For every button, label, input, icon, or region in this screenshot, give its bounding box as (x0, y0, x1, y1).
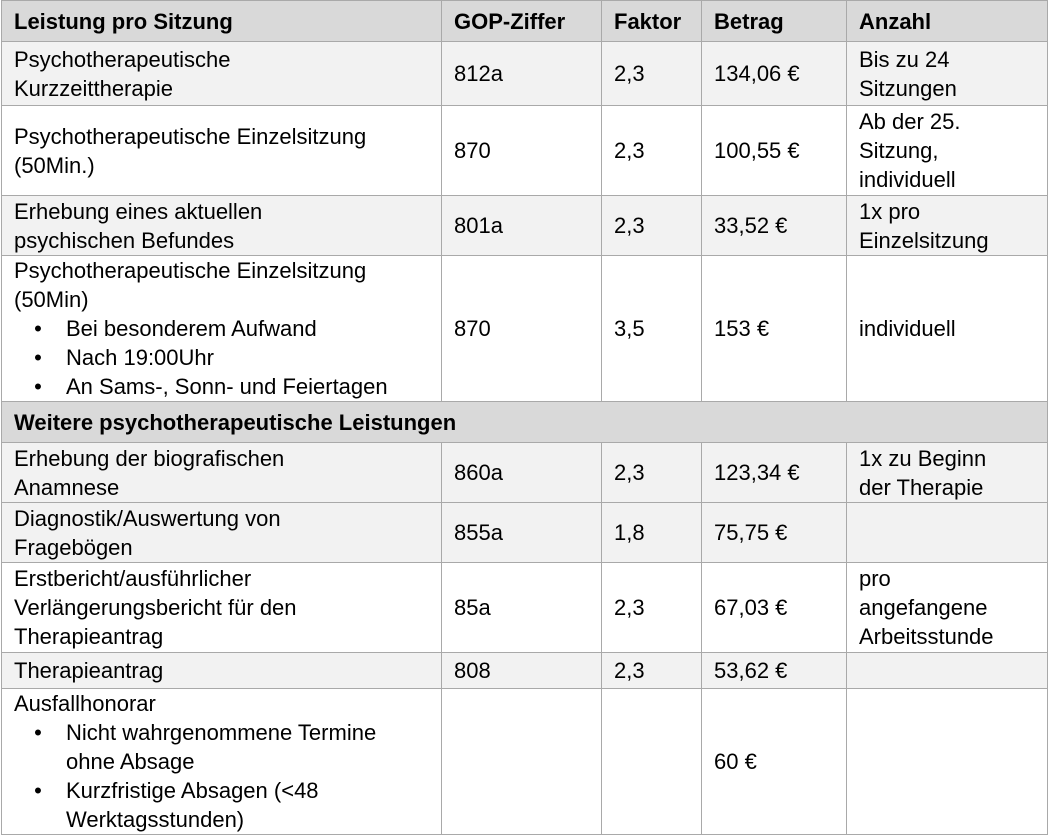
anzahl-line: Bis zu 24 (859, 46, 950, 72)
table-row (2, 256, 1048, 402)
anzahl-line: Sitzungen (859, 75, 957, 101)
cell-gop: 870 (442, 256, 602, 402)
cell-leistung (2, 106, 442, 196)
leistung-line: Kurzzeittherapie (14, 75, 173, 101)
table-row (2, 106, 1048, 196)
cell-gop: 860a (442, 443, 602, 503)
anzahl-line: pro (859, 566, 891, 591)
leistung-line: Psychotherapeutische Einzelsitzung (14, 123, 367, 149)
leistung-line: Erhebung der biografischen (14, 445, 285, 471)
header-anzahl: Anzahl (847, 1, 1048, 42)
cell-betrag: 53,62 € (702, 653, 847, 689)
leistung-line: Erstbericht/ausführlicher (14, 566, 252, 591)
cell-faktor: 2,3 (602, 563, 702, 653)
cell-leistung (2, 503, 442, 563)
cell-gop: 801a (442, 196, 602, 256)
anzahl-line: angefangene (859, 595, 988, 620)
bullet-text: ohne Absage (66, 749, 195, 774)
cell-betrag: 134,06 € (702, 42, 847, 106)
bullet-icon: • (34, 720, 42, 745)
cell-leistung (2, 42, 442, 106)
bullet-text: Bei besonderem Aufwand (66, 316, 317, 341)
header-gop: GOP-Ziffer (442, 1, 602, 42)
cell-faktor: 2,3 (602, 653, 702, 689)
leistung-line: Therapieantrag (14, 658, 164, 683)
bullet-text: Nicht wahrgenommene Termine (66, 720, 377, 745)
bullet-text: Nach 19:00Uhr (66, 345, 214, 370)
cell-gop: 855a (442, 503, 602, 563)
leistung-line: Anamnese (14, 474, 120, 500)
cell-faktor: 3,5 (602, 256, 702, 402)
leistung-line: Erhebung eines aktuellen (14, 198, 263, 224)
cell-anzahl (847, 653, 1048, 689)
leistung-line: Therapieantrag (14, 624, 164, 649)
table-row (2, 443, 1048, 503)
bullet-item (34, 776, 429, 834)
bullet-list (14, 718, 429, 834)
bullet-item (34, 343, 429, 372)
cell-faktor: 2,3 (602, 196, 702, 256)
anzahl-line: 1x zu Beginn (859, 445, 987, 471)
anzahl-line: individuell (859, 167, 956, 192)
anzahl-line: Arbeitsstunde (859, 624, 994, 649)
cell-faktor: 2,3 (602, 443, 702, 503)
table-row (2, 42, 1048, 106)
cell-betrag: 33,52 € (702, 196, 847, 256)
cell-betrag: 67,03 € (702, 563, 847, 653)
table-row (2, 689, 1048, 835)
header-betrag: Betrag (702, 1, 847, 42)
leistung-line: Verlängerungsbericht für den (14, 595, 297, 620)
cell-anzahl: individuell (847, 256, 1048, 402)
cell-betrag: 60 € (702, 689, 847, 835)
cell-anzahl (847, 42, 1048, 106)
header-leistung: Leistung pro Sitzung (2, 1, 442, 42)
bullet-icon: • (34, 374, 42, 399)
anzahl-line: Ab der 25. (859, 109, 961, 134)
cell-leistung (2, 196, 442, 256)
cell-anzahl (847, 106, 1048, 196)
leistung-line: Diagnostik/Auswertung von (14, 505, 281, 531)
bullet-item (34, 314, 429, 343)
cell-anzahl (847, 196, 1048, 256)
cell-leistung (2, 653, 442, 689)
bullet-text: Kurzfristige Absagen (<48 (66, 778, 319, 803)
bullet-item (34, 718, 429, 776)
anzahl-line: 1x pro (859, 198, 921, 224)
cell-gop: 870 (442, 106, 602, 196)
table-row (2, 196, 1048, 256)
bullet-list (14, 314, 429, 401)
anzahl-line: Sitzung, (859, 138, 939, 163)
leistung-line: (50Min) (14, 287, 89, 312)
bullet-icon: • (34, 345, 42, 370)
table-row (2, 563, 1048, 653)
cell-gop: 85a (442, 563, 602, 653)
table-row (2, 653, 1048, 689)
cell-anzahl (847, 503, 1048, 563)
cell-gop (442, 689, 602, 835)
cell-leistung (2, 689, 442, 835)
cell-anzahl (847, 443, 1048, 503)
bullet-icon: • (34, 316, 42, 341)
leistung-line: Psychotherapeutische Einzelsitzung (14, 258, 367, 283)
cell-faktor: 2,3 (602, 106, 702, 196)
section-title: Weitere psychotherapeutische Leistungen (2, 402, 1048, 443)
cell-gop: 812a (442, 42, 602, 106)
cell-betrag: 153 € (702, 256, 847, 402)
table-row (2, 503, 1048, 563)
header-faktor: Faktor (602, 1, 702, 42)
cell-leistung (2, 443, 442, 503)
bullet-text: An Sams-, Sonn- und Feiertagen (66, 374, 388, 399)
bullet-text: Werktagsstunden) (66, 807, 245, 832)
bullet-item (34, 372, 429, 401)
leistung-line: Psychotherapeutische (14, 46, 231, 72)
bullet-icon: • (34, 778, 42, 803)
cell-betrag: 75,75 € (702, 503, 847, 563)
cell-faktor: 2,3 (602, 42, 702, 106)
cell-anzahl (847, 689, 1048, 835)
anzahl-line: der Therapie (859, 474, 984, 500)
cell-betrag: 123,34 € (702, 443, 847, 503)
leistung-line: Fragebögen (14, 534, 133, 560)
section-header-row (2, 402, 1048, 443)
fee-table (1, 0, 1048, 835)
leistung-line: Ausfallhonorar (14, 691, 156, 716)
leistung-line: (50Min.) (14, 152, 95, 178)
cell-faktor (602, 689, 702, 835)
cell-leistung (2, 563, 442, 653)
cell-gop: 808 (442, 653, 602, 689)
cell-faktor: 1,8 (602, 503, 702, 563)
cell-leistung (2, 256, 442, 402)
cell-anzahl (847, 563, 1048, 653)
leistung-line: psychischen Befundes (14, 227, 235, 253)
cell-betrag: 100,55 € (702, 106, 847, 196)
anzahl-line: Einzelsitzung (859, 227, 989, 253)
table-header-row (2, 1, 1048, 42)
